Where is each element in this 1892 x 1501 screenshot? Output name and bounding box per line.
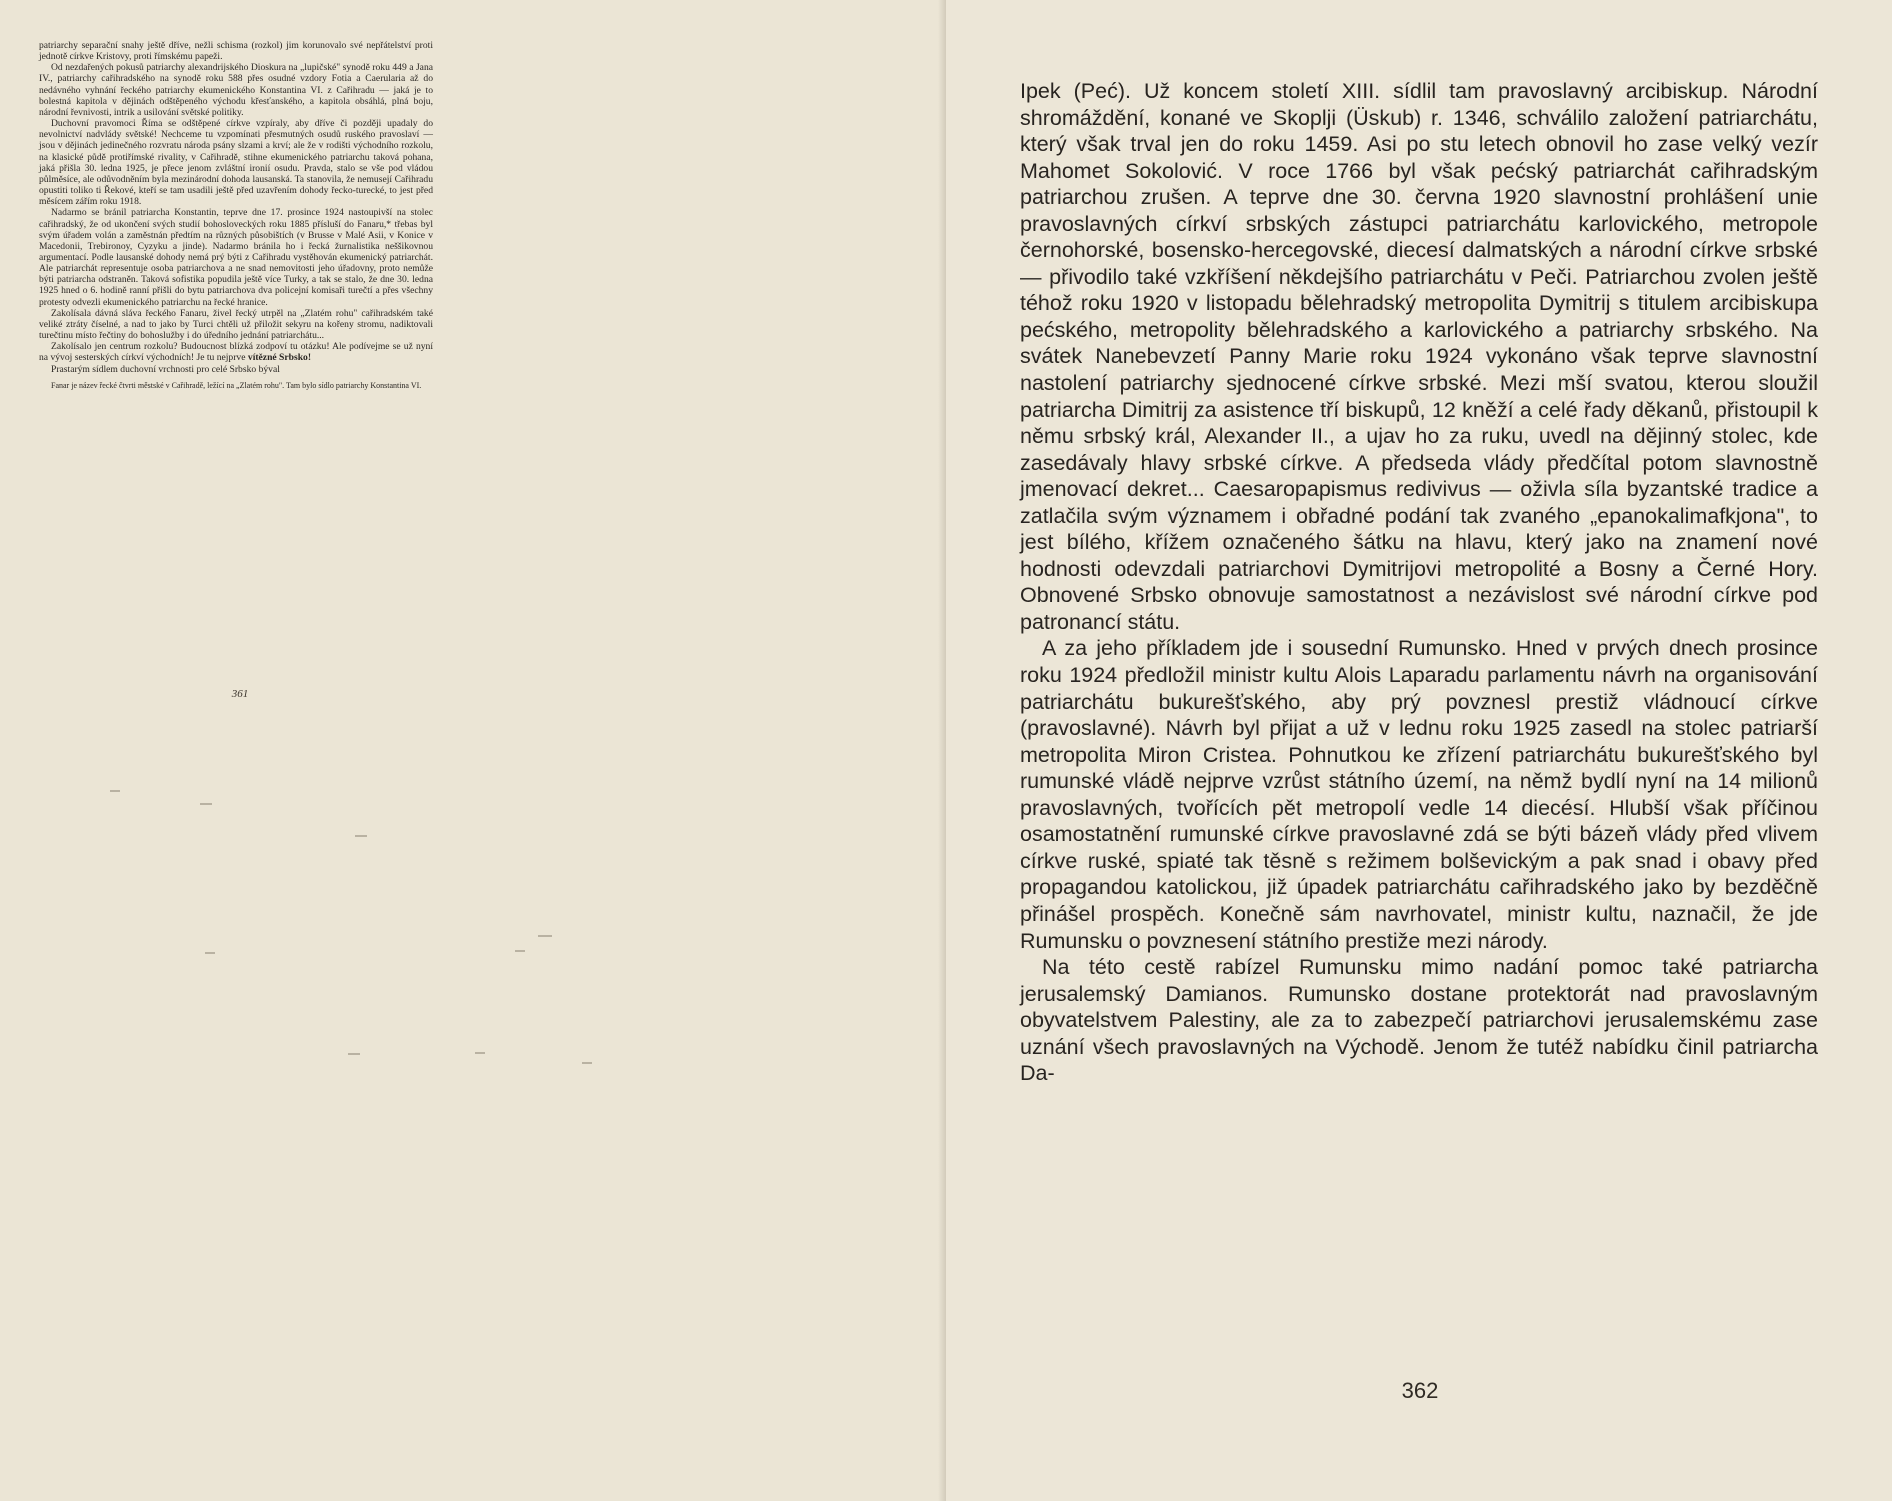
scan-speck bbox=[538, 935, 552, 937]
right-paragraph-2: A za jeho příkladem jde i sousední Rumunsko. Hned v prvých dnech prosince roku 1924 předložil ministr kultu Alois Laparadu parlamentu návrh na organisování patriarchátu bukurešťského, aby prý povznesl prestiž vládnoucí církve (pravoslavné). Návrh byl přijat a už v lednu roku 1925 zasedl na stolec patriarší metropolita Miron Cristea. Pohnutkou ke zřízení patriarchátu bukurešťského byl rumunské vládě nejprve vzrůst státního území, na němž bydlí nyní na 14 milionů pravoslavných, tvořících pět metropolí vedle 14 diecésí. Hlubší však příčinou osamostatnění rumunské církve pravoslavné zdá se býti bázeň vlády před vlivem církve ruské, spiaté tak těsně s režimem bolševickým a pak snad i obavy před propagandou katolickou, již úpadek patriarchátu cařihradského jako by bezděčně přinášel prospěch. Konečně sám navrhovatel, ministr kultu, naznačil, že jde Rumunsku o povznesení státního prestiže mezi národy. bbox=[1020, 636, 1818, 953]
left-paragraph-6-text: Zakolísalo jen centrum rozkolu? Budoucnost blízká zodpoví tu otázku! Ale podívejme se už nyní na vývoj sesterských církví východních! Je tu nejprve bbox=[39, 341, 433, 364]
left-page-text bbox=[39, 40, 433, 390]
scan-speck bbox=[355, 835, 367, 837]
scan-speck bbox=[110, 790, 120, 792]
scan-speck bbox=[582, 1062, 592, 1064]
scan-speck bbox=[475, 1052, 485, 1054]
right-page-text bbox=[1020, 78, 1818, 1087]
right-paragraph-3: Na této cestě rabízel Rumunsku mimo nadání pomoc také patriarcha jerusalemský Damianos. Rumunsko dostane protektorát nad pravoslavným obyvatelstvem Palestiny, ale za to zabezpečí patriarchovi jerusalemskému zase uznání všech pravoslavných na Východě. Jenom že tutéž nabídku činil patriarcha Da- bbox=[1020, 955, 1818, 1086]
left-paragraph-2: Od nezdařených pokusů patriarchy alexandrijského Dioskura na „lupičské" synodě roku 449 a Jana IV., patriarchy cařihradského na synodě roku 588 přes osudné vzdory Fotia a Caerularia až do nedávného vyhnání řeckého patriarchy ekumenického Konstantina VI. z Cařihradu — jaká je to bolestná kapitola v dějinách odštěpeného východu křesťanského, a kapitola obsáhlá, plná boju, národní řevnivosti, intrik a usilování světské politiky. bbox=[39, 62, 433, 118]
scan-speck bbox=[200, 803, 212, 805]
right-page-number: 362 bbox=[1401, 1378, 1439, 1403]
left-paragraph-5: Zakolísala dávná sláva řeckého Fanaru, živel řecký utrpěl na „Zlatém rohu" cařihradském také veliké ztráty číselné, a nad to jako by Turci chtěli už přiložit sekyru na kořeny stromu, nadiktovali turečtinu místo řečtiny do bohoslužby i do úředního jednání patriarchátu... bbox=[39, 307, 433, 342]
scan-speck bbox=[515, 950, 525, 952]
footnote: Fanar je název řecké čtvrti městské v Cařihradě, ležící na „Zlatém rohu". Tam bylo sídlo patriarchy Konstantina VI. bbox=[51, 380, 422, 390]
left-paragraph-3: Duchovní pravomoci Říma se odštěpené církve vzpíraly, aby dříve či později upadaly do nevolnictví nadvlády světské! Nechceme tu vzpomínati přesmutných osudů ruského pravoslaví — jsou v dějinách jedinečného rozvratu národa psány slzami a krví; ale že v rodišti východního rozkolu, na klasické půdě protiřímské rivality, v Cařihradě, stihne ekumenického patriarchu taková pohana, jaká přišla 30. ledna 1925, je přece jenom zvláštní ironií osudu. Pravda, stalo se vše pod vládou půlměsíce, ale odůvodněním byla mezinárodní dohoda lausanská. Ta stanovila, že nemusejí Cařihradu opustiti toliko ti Řekové, kteří se tam usadili ještě před uzavřením dohody řecko-turecké, to jest před měsícem zářím roku 1918. bbox=[39, 118, 433, 208]
right-paragraph-1: Ipek (Peć). Už koncem století XIII. sídlil tam pravoslavný arcibiskup. Národní shromáždění, konané ve Skoplji (Üskub) r. 1346, schválilo založení patriarchátu, který však trval jen do roku 1459. Asi po stu letech obnovil ho zase velký vezír Mahomet Sokolović. V roce 1766 byl však pećský patriarchát cařihradským patriarchou zrušen. A teprve dne 30. června 1920 slavnostní prohlášení unie pravoslavných církví srbských zástupci patriarchátu karlovického, metropole černohorské, bosensko-hercegovské, diecesí dalmatských a národní církve srbské — přivodilo také vzkříšení někdejšího patriarchátu v Peči. Patriarchou zvolen ještě téhož roku 1920 v listopadu bělehradský metropolita Dymitrij s titulem arcibiskupa pećského, metropolity bělehradského a karlovického a patriarchy srbského. Na svátek Nanebevzetí Panny Marie roku 1924 vykonáno však teprve slavnostní nastolení patriarchy sjednocené církve srbské. Mezi mší svatou, kterou sloužil patriarcha Dimitrij za asistence tří biskupů, 12 kněží a celé řady děkanů, přistoupil k němu srbský král, Alexander II., a ujav ho za ruku, uvedl na dějinný stolec, kde zasedávaly hlavy srbské církve. A předseda vlády předčítal potom slavnostně jmenovací dekret... Caesaropapismus redivivus — oživla síla byzantské tradice a zatlačila svým významem i obřadné podání tak zvaného „epanokalimafkjona", to jest bílého, křížem označeného šátku na hlavu, který jako na znamení nové hodnosti odevzdali patriarchovi Dymitrijovi metropolité a Bosny a Černé Hory. Obnovené Srbsko obnovuje samostatnost a nezávislost své národní církve pod patronancí státu. bbox=[1020, 79, 1818, 634]
left-paragraph-4: Nadarmo se bránil patriarcha Konstantin, teprve dne 17. prosince 1924 nastoupivší na stolec cařihradský, že od ukončení svých studií bohosloveckých roku 1885 přísluší do Fanaru,* třebas byl svým úřadem volán a zaměstnán předtím na různých působištích (v Brusse v Malé Asii, v Konice v Macedonii, Trebironoy, Cyzyku a jinde). Nadarmo bránila ho i řecká žurnalistika neššikovnou argumentací. Podle lausanské dohody nemá prý býti z Cařihradu vystěhován ekumenický patriarchát. Ale patriarchát representuje osoba patriarchova a ne snad nemovitosti jeho úřadovny, proto nemůže býti patriarcha odstraněn. Taková sofistika popudila ještě více Turky, a tak se stalo, že dne 30. ledna 1925 hned o 6. hodině ranní přišli do bytu patriarchova dva policejní komisaři turečtí a přes všechny protesty odvezli ekumenického patriarchu na řecké hranice. bbox=[39, 207, 433, 308]
left-paragraph-6 bbox=[39, 341, 433, 363]
left-bold-phrase: vítězné Srbsko! bbox=[247, 352, 312, 364]
left-paragraph-7: Prastarým sídlem duchovní vrchnosti pro celé Srbsko býval bbox=[51, 363, 280, 375]
left-page-number: 361 bbox=[231, 688, 249, 700]
scan-speck bbox=[348, 1053, 360, 1055]
scan-speck bbox=[205, 952, 215, 954]
left-paragraph-1: patriarchy separační snahy ještě dříve, nežli schisma (rozkol) jim korunovalo své nepřátelství proti jednotě církve Kristovy, proti římskému papeži. bbox=[39, 40, 433, 63]
